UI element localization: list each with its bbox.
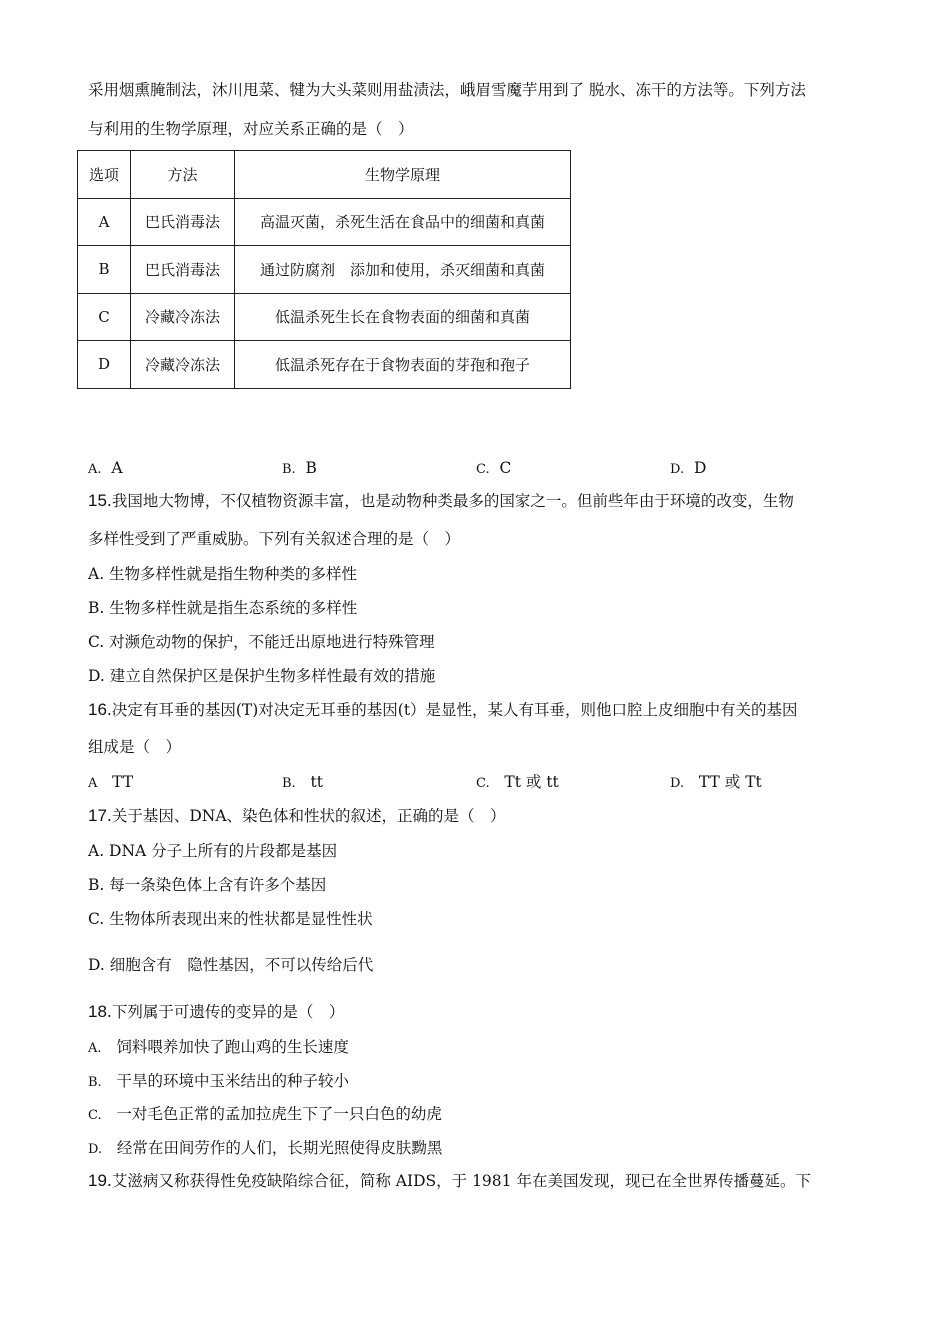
option-label: C. [88, 1108, 102, 1123]
q16-option-c[interactable] [476, 772, 559, 794]
q15-option-c[interactable]: C. 对濒危动物的保护，不能迁出原地进行特殊管理 [88, 633, 435, 651]
q16-stem-line1 [88, 700, 798, 720]
q14-option-b[interactable] [282, 458, 317, 480]
q18-option-c[interactable] [88, 1104, 442, 1126]
table-cell: 巴氏消毒法 [131, 198, 235, 246]
table-cell: 冷藏冷冻法 [131, 341, 235, 389]
q17-option-a[interactable]: A. DNA 分子上所有的片段都是基因 [88, 842, 338, 860]
q14-option-d[interactable] [670, 458, 706, 480]
question-number: 18 [88, 1002, 107, 1021]
table-row [78, 246, 571, 294]
option-label: B. [88, 1075, 102, 1090]
table-cell: 低温杀死存在于食物表面的芽孢和孢子 [235, 341, 571, 389]
table-cell: 通过防腐剂 添加和使用，杀灭细菌和真菌 [235, 246, 571, 294]
question-number: 15 [88, 491, 107, 510]
option-text: 干旱的环境中玉米结出的种子较小 [116, 1072, 349, 1090]
question-stem: .关于基因、DNA、染色体和性状的叙述，正确的是（ ） [106, 807, 506, 825]
table-cell: 冷藏冷冻法 [131, 293, 235, 341]
q18-stem [88, 1002, 344, 1022]
option-text: TT [112, 773, 134, 791]
option-label: B. [282, 462, 296, 477]
q16-stem-line2: 组成是（ ） [88, 738, 182, 756]
question-stem: .我国地大物博，不仅植物资源丰富，也是动物种类最多的国家之一。但前些年由于环境的改变，生物 [106, 492, 794, 510]
option-text: Tt 或 tt [504, 773, 559, 791]
option-text: B [305, 459, 317, 477]
question-stem: .决定有耳垂的基因(T)对决定无耳垂的基因(t）是显性，某人有耳垂，则他口腔上皮细胞中有关的基因 [106, 701, 798, 719]
option-text: C [499, 459, 512, 477]
option-label: D. [88, 1142, 103, 1157]
table-cell: C [78, 293, 131, 341]
option-text: 一对毛色正常的孟加拉虎生下了一只白色的幼虎 [116, 1105, 442, 1123]
option-text: A [111, 459, 123, 477]
option-text: 经常在田间劳作的人们，长期光照使得皮肤黝黑 [116, 1139, 443, 1157]
option-label: C. [476, 462, 490, 477]
q14-stem-line2: 与利用的生物学原理，对应关系正确的是（ ） [88, 120, 414, 138]
question-number: 17 [88, 806, 107, 825]
question-number: 16 [88, 700, 107, 719]
q15-option-d[interactable]: D. 建立自然保护区是保护生物多样性最有效的措施 [88, 667, 436, 685]
q16-option-b[interactable] [282, 772, 323, 794]
q17-option-d[interactable]: D. 细胞含有 隐性基因，不可以传给后代 [88, 956, 374, 974]
q18-option-b[interactable] [88, 1071, 349, 1093]
q17-option-b[interactable]: B. 每一条染色体上含有许多个基因 [88, 876, 327, 894]
q19-stem-line1 [88, 1171, 811, 1191]
q17-stem [88, 806, 506, 826]
option-text: D [693, 459, 707, 477]
table-cell: D [78, 341, 131, 389]
table-row [78, 293, 571, 341]
table-cell: 低温杀死生长在食物表面的细菌和真菌 [235, 293, 571, 341]
question-stem: .艾滋病又称获得性免疫缺陷综合征，简称 AIDS，于 1981 年在美国发现，现已在全世界传播蔓延。下 [106, 1172, 811, 1190]
table-cell: B [78, 246, 131, 294]
option-label: A. [88, 462, 102, 477]
option-label: B. [282, 776, 296, 791]
table-row [78, 198, 571, 246]
table-cell: 高温灭菌，杀死生活在食品中的细菌和真菌 [235, 198, 571, 246]
q16-option-a[interactable] [88, 772, 133, 794]
q14-option-a[interactable] [88, 458, 123, 480]
question-number: 19 [88, 1171, 107, 1190]
q17-option-c[interactable]: C. 生物体所表现出来的性状都是显性性状 [88, 910, 373, 928]
option-label: D. [670, 776, 685, 791]
q15-option-a[interactable]: A. 生物多样性就是指生物种类的多样性 [88, 565, 358, 583]
q15-option-b[interactable]: B. 生物多样性就是指生态系统的多样性 [88, 599, 358, 617]
table-header-row [78, 151, 571, 199]
q14-option-c[interactable] [476, 458, 511, 480]
table-cell: A [78, 198, 131, 246]
q14-table [77, 150, 571, 389]
option-label: A. [88, 1041, 102, 1056]
q16-option-d[interactable] [670, 772, 762, 794]
q15-stem-line2: 多样性受到了严重威胁。下列有关叙述合理的是（ ） [88, 530, 461, 548]
table-header-cell: 生物学原理 [235, 151, 571, 199]
table-row [78, 341, 571, 389]
option-text: 饲料喂养加快了跑山鸡的生长速度 [116, 1038, 349, 1056]
question-stem: .下列属于可遗传的变异的是（ ） [106, 1003, 345, 1021]
option-label: D. [670, 462, 685, 477]
table-header-cell: 方法 [131, 151, 235, 199]
option-text: TT 或 Tt [698, 773, 762, 791]
table-cell: 巴氏消毒法 [131, 246, 235, 294]
q14-stem-line1: 采用烟熏腌制法，沐川甩菜、犍为大头菜则用盐渍法，峨眉雪魔芋用到了 脱水、冻干的方法等。下列方法 [88, 81, 806, 99]
option-label: C. [476, 776, 490, 791]
q15-stem-line1 [88, 491, 794, 511]
table-header-cell: 选项 [78, 151, 131, 199]
option-text: tt [310, 773, 323, 791]
q18-option-d[interactable] [88, 1138, 442, 1160]
option-label: A [88, 776, 98, 791]
q18-option-a[interactable] [88, 1037, 349, 1059]
